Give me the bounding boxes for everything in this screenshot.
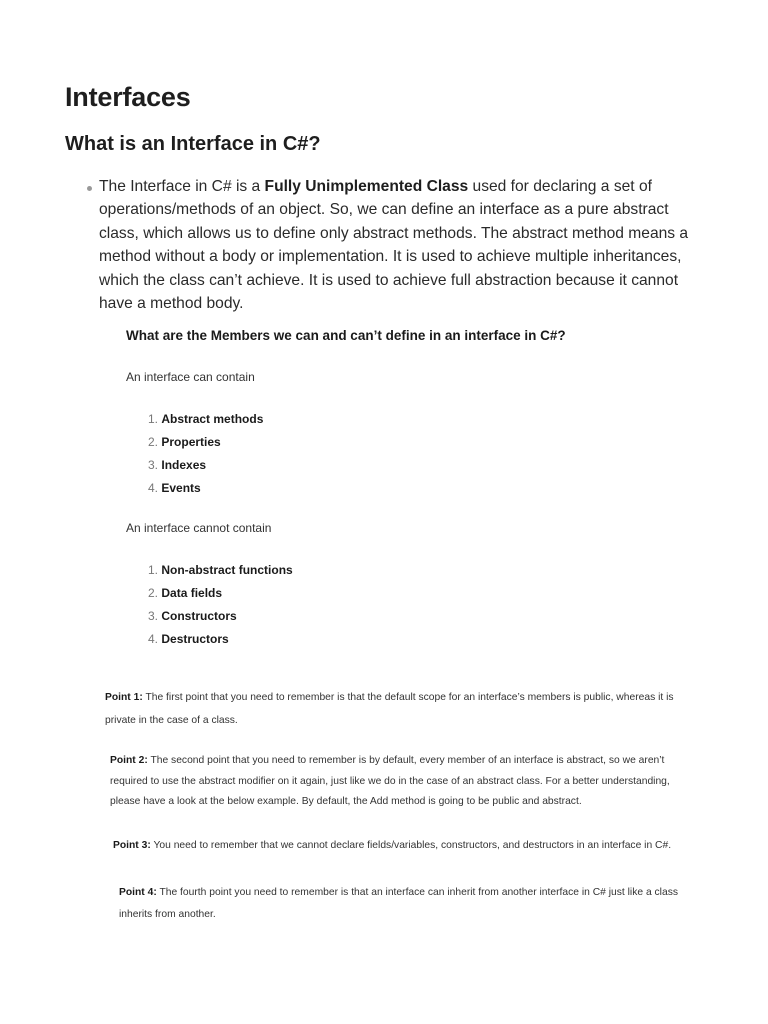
point-text-line: You need to remember that we cannot declare fields/variables, constructors, and destructors in an interface in C#.: [153, 840, 672, 851]
members-heading: What are the Members we can and can’t define in an interface in C#?: [126, 328, 566, 343]
intro-bullet: [80, 175, 705, 315]
bullet-icon: [87, 186, 92, 191]
point-text-line: The first point that you need to remember is that the default scope for an interface’s members is public, whereas it is: [145, 692, 674, 703]
list-item: [148, 585, 293, 608]
point-text-line: required to use the abstract modifier on it again, just like we do in the case of an abstract class. For a better understanding,: [110, 775, 670, 787]
point-text-line: The fourth point you need to remember is that an interface can inherit from another interface in C# just like a class: [159, 887, 678, 898]
list-item-label: Indexes: [161, 458, 207, 472]
section-heading: What is an Interface in C#?: [65, 133, 321, 155]
point-label: Point 3:: [113, 840, 151, 851]
list-item-label: Properties: [161, 435, 221, 449]
point-1: [105, 686, 705, 732]
point-4: [119, 882, 719, 926]
list-number: 4.: [148, 632, 159, 646]
point-label: Point 1:: [105, 692, 143, 703]
intro-text-rest: used for declaring a set of operations/methods of an object. So, we can define an interface as a pure abstract class, which allows us to define only abstract methods. The abstract method means a method without a body or implementation. It is used to achieve multiple inheritances, which the class can’t achieve. It is used to achieve full abstraction because it cannot have a method body.: [99, 178, 689, 313]
list-item-label: Abstract methods: [161, 412, 264, 426]
list-number: 1.: [148, 412, 159, 426]
list-item: [148, 608, 293, 631]
point-text-line: inherits from another.: [119, 909, 216, 920]
list-number: 1.: [148, 563, 159, 577]
list-number: 4.: [148, 481, 159, 495]
list-number: 3.: [148, 609, 159, 623]
list-item: [148, 434, 263, 457]
list-item-label: Destructors: [161, 632, 229, 646]
point-label: Point 2:: [110, 755, 148, 766]
cannot-contain-label: An interface cannot contain: [126, 521, 272, 535]
list-item: [148, 480, 263, 503]
can-contain-label: An interface can contain: [126, 370, 255, 384]
intro-text-start: The Interface in C# is a: [99, 178, 265, 195]
list-item: [148, 562, 293, 585]
page-title: Interfaces: [65, 82, 191, 112]
list-item-label: Constructors: [161, 609, 237, 623]
list-item: [148, 411, 263, 434]
list-number: 3.: [148, 458, 159, 472]
point-text-line: private in the case of a class.: [105, 715, 238, 726]
list-number: 2.: [148, 435, 159, 449]
point-3: [113, 838, 713, 854]
point-text-line: The second point that you need to remember is by default, every member of an interface is abstract, so we aren’t: [150, 755, 665, 766]
point-label: Point 4:: [119, 887, 157, 898]
list-item-label: Non-abstract functions: [161, 563, 293, 577]
list-item-label: Events: [161, 481, 201, 495]
cannot-contain-list: [148, 562, 293, 654]
list-item-label: Data fields: [161, 586, 223, 600]
list-item: [148, 631, 293, 654]
point-text-line: please have a look at the below example. By default, the Add method is going to be public and abstract.: [110, 796, 582, 807]
intro-bold-text: Fully Unimplemented Class: [264, 178, 469, 195]
list-item: [148, 457, 263, 480]
point-2: [110, 751, 710, 813]
intro-paragraph: [99, 175, 705, 315]
can-contain-list: [148, 411, 263, 503]
list-number: 2.: [148, 586, 159, 600]
